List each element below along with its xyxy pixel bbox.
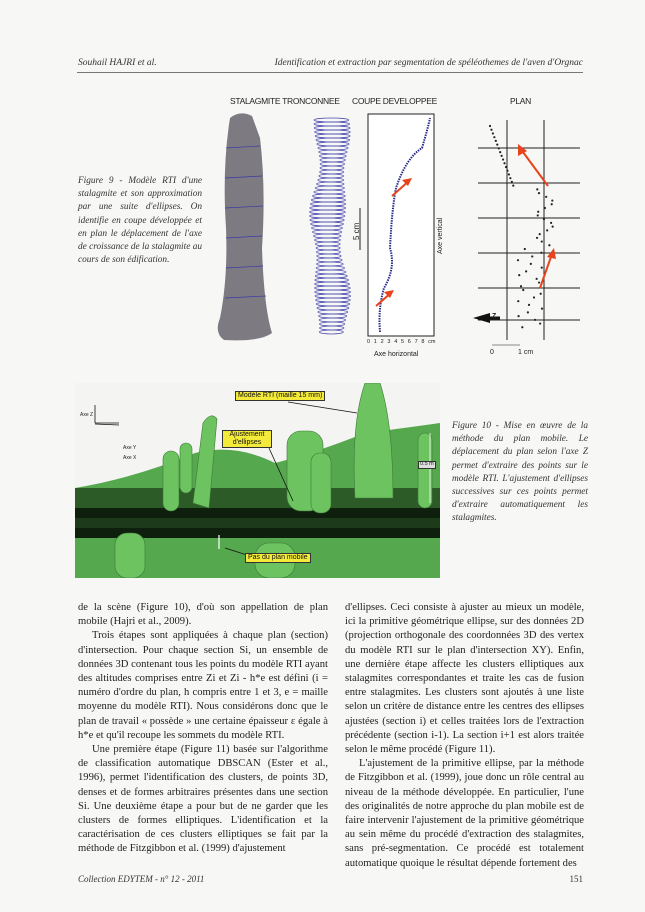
plan-point (541, 267, 543, 269)
plan-point (544, 207, 546, 209)
plan-point (552, 226, 554, 228)
paragraph: de la scène (Figure 10), d'où son appellation de plan mobile (Hajri et al., 2009). (78, 602, 328, 628)
axis-y-label: Axe Y (123, 445, 137, 451)
plan-point (508, 173, 510, 175)
plan-point (536, 188, 538, 190)
ellipse-slice (317, 254, 341, 258)
ellipse-slice (315, 294, 351, 298)
plan-point (498, 147, 500, 149)
tick: 5 (400, 339, 405, 345)
plan-point (537, 211, 539, 213)
plan-point (511, 181, 513, 183)
plan-point (539, 322, 541, 324)
ellipse-slice (310, 218, 344, 222)
plan-point (490, 129, 492, 131)
ellipse-stack (309, 118, 350, 334)
ellipse-slice (311, 222, 344, 226)
ellipse-slice (316, 302, 350, 306)
ellipse-slice (316, 250, 340, 254)
plan-point (505, 166, 507, 168)
ellipse-slice (320, 326, 344, 330)
plan-point (539, 233, 541, 235)
ellipse-slice (315, 286, 351, 290)
body-column-right (345, 601, 584, 871)
plan-point (548, 244, 550, 246)
plan-scale-1cm: 1 cm (518, 349, 534, 356)
plan-point (540, 293, 542, 295)
header-rule (77, 72, 583, 73)
plan-point (533, 296, 535, 298)
ellipse-slice (316, 266, 344, 270)
ellipse-slice (311, 226, 342, 230)
ellipse-slice (310, 214, 345, 218)
plan-point (518, 274, 520, 276)
ellipse-slice (316, 298, 351, 302)
ellipse-slice (315, 282, 350, 286)
plan-point (536, 278, 538, 280)
ellipse-slice (315, 242, 340, 246)
ellipse-slice (310, 202, 345, 206)
plan-point (527, 311, 529, 313)
ellipse-slice (310, 206, 346, 210)
stalagmite-model (218, 113, 272, 340)
plan-point (538, 192, 540, 194)
ellipse-slice (317, 306, 349, 310)
ellipse-slice (314, 126, 350, 130)
axis-z-label: Axe Z (80, 412, 94, 418)
paragraph: d'ellipses. Ceci consiste à ajuster au mieux un modèle, ici la primitive géométrique ellipse, sur des données 2D (projection orthogonale des coordonnées 3D des vertex du modèle RTI sur le plan d'intersection XY). Enfin, une dernière étape affecte les clusters elliptiques aux stalagmites correspondantes et traite les cas de fusion entre stalagmites. Les clusters sont ajoutés à une liste selon un critère de distance entre les centres des ellipses ajustées (section i) et celles traitées lors de l'extraction précédente (section i-1). La section i+1 est alors traitée selon le même procédé (Figure 11). (345, 602, 584, 756)
tick: 1 (373, 339, 377, 345)
paragraph: L'ajustement de la primitive ellipse, par la méthode de Fitzgibbon et al. (1999), joue donc un rôle central au niveau de la méthode développée. En particulier, l'une des originalités de notre approche du plan mobile est de faire intervenir l'ajustement de la primitive géométrique au sein même du procédé d'extraction des stalagmites, sans pré-segmentation. Ce procédé est totalement automatique quoique le résultat dépende fortement des (345, 758, 584, 869)
ellipse-slice (315, 290, 351, 294)
plan-point (517, 259, 519, 261)
plan-point (545, 196, 547, 198)
plan-point (495, 140, 497, 142)
ellipse-slice (314, 238, 340, 242)
ellipse-slice (312, 230, 341, 234)
ellipse-slice (317, 258, 342, 262)
ellipse-slice (319, 314, 347, 318)
plan-point (551, 203, 553, 205)
plan-point (543, 218, 545, 220)
plan-point (551, 199, 553, 201)
plan-point (531, 255, 533, 257)
ellipse-slice (315, 134, 350, 138)
plan-point (540, 252, 542, 254)
ellipse-slice (316, 246, 340, 250)
scale-5cm-label: 5 cm (352, 222, 361, 240)
ellipse-slice (320, 162, 344, 166)
ellipse-slice (319, 150, 348, 154)
figure-9-graphics (200, 108, 590, 342)
running-header-authors: Souhail HAJRI et al. (78, 58, 157, 68)
plan-point (501, 155, 503, 157)
coupe-frame (368, 114, 434, 336)
plan-point (512, 185, 514, 187)
tick: 4 (394, 339, 398, 345)
red-arrow (540, 254, 552, 288)
plan-point (493, 136, 495, 138)
plan-point (492, 132, 494, 134)
tick: 8 cm (421, 339, 436, 345)
footer-collection: Collection EDYTEM - n° 12 - 2011 (78, 874, 205, 884)
x-axis-ticks (367, 340, 436, 346)
plan-scale-bar (490, 344, 522, 347)
plan-point (536, 237, 538, 239)
ellipse-slice (320, 170, 344, 174)
figure-10-caption: Figure 10 - Mise en œuvre de la méthode du plan mobile. Le déplacement du plan selon l'axe Z permet d'extraire des points sur le modèle RTI. L'ajustement d'ellipses successives sur ces points permet d'extraire automatiquement les stalagmites. (452, 421, 588, 524)
ellipse-slice (315, 130, 351, 134)
plan-point (525, 270, 527, 272)
ellipse-slice (314, 122, 350, 126)
plan-point (521, 326, 523, 328)
figure-9-caption: Figure 9 - Modèle RTI d'une stalagmite et son approximation par une suite d'ellipses. On identifie en coupe développée et en plan le déplacement de l'axe de croissance de la stalagmite au cours de son édification. (78, 176, 202, 266)
ellipse-slice (319, 330, 343, 334)
ellipse-slice (312, 194, 345, 198)
running-header-title: Identification et extraction par segmentation de spéléothemes de l'aven d'Orgnac (274, 58, 583, 68)
label-plane-step: Pas du plan mobile (245, 553, 311, 563)
ellipse-slice (316, 138, 350, 142)
axe-horizontal-label: Axe horizontal (374, 351, 419, 358)
ellipse-slice (313, 234, 341, 238)
panel-title-plan: PLAN (510, 96, 532, 106)
ellipse-slice (319, 174, 344, 178)
panel-title-stalagmite: STALAGMITE TRONCONNEE (230, 96, 340, 106)
ellipse-slice (317, 182, 344, 186)
tick: 0 (367, 339, 371, 345)
plan-point (509, 177, 511, 179)
plan-point (489, 125, 491, 127)
plan-point (524, 248, 526, 250)
ellipse-slice (311, 198, 345, 202)
page-number: 151 (569, 874, 583, 884)
plan-point (503, 162, 505, 164)
ellipse-slice (318, 146, 348, 150)
scale-label: 0.5 m (420, 461, 434, 467)
plan-point (541, 308, 543, 310)
panel-title-coupe: COUPE DEVELOPPEE (352, 96, 437, 106)
tick: 3 (387, 339, 391, 345)
plan-point (550, 222, 552, 224)
axis-x-label: Axe X (123, 455, 137, 461)
tick: 6 (407, 339, 411, 345)
ellipse-slice (318, 310, 348, 314)
plan-point (499, 151, 501, 153)
plan-point (530, 263, 532, 265)
plan-point (517, 315, 519, 317)
ellipse-slice (319, 154, 346, 158)
body-column-left (78, 601, 328, 857)
ellipse-slice (309, 210, 345, 214)
plan-point (534, 319, 536, 321)
plan-point (528, 304, 530, 306)
plan-point (538, 281, 540, 283)
plan-point (546, 229, 548, 231)
tick: 7 (414, 339, 418, 345)
plan-point (522, 289, 524, 291)
plan-point (541, 240, 543, 242)
plan-z-label: Z (492, 313, 497, 320)
paragraph: Trois étapes sont appliquées à chaque plan (section) d'intersection. Pour chaque section Si, un ensemble de données 3D contenant tous les points du modèle RTI ayant des altitudes comprises entre Zi et Zi - h*e est défini (i = numéro d'ordre du plan, h compris entre 1 et 3, e = maille moyenne du modèle RTI). Nous considérons donc que le plan de travail « possède » une certaine épaisseur ε égale à h*e et qu'il recoupe les sommets du modèle RTI. (78, 630, 328, 741)
paragraph: Une première étape (Figure 11) basée sur l'algorithme de classification automatique DBSCAN (Ester et al., 1996), permet l'identification des clusters, de points 3D, denses et de formes arbitraires présentes dans une section Si. Une deuxième étape a pour but de ne garder que les clusters de formes elliptiques. L'identification et la caractérisation de ces clusters elliptiques se fait par la méthode de Fitzgibbon et al. (1999) d'ajustement (78, 744, 328, 855)
ellipse-slice (315, 274, 347, 278)
plan-grid (478, 120, 580, 340)
plan-point (496, 144, 498, 146)
z-arrow-icon (473, 313, 490, 323)
ellipse-slice (319, 322, 344, 326)
label-ellipse-fitting: Ajustement d'ellipses (222, 430, 272, 448)
ellipse-slice (316, 262, 343, 266)
tick: 2 (380, 339, 384, 345)
ellipse-slice (319, 318, 346, 322)
ellipse-slice (315, 186, 344, 190)
ellipse-slice (314, 190, 345, 194)
ellipse-slice (318, 178, 344, 182)
plan-point (506, 170, 508, 172)
ellipse-slice (314, 118, 349, 122)
figure-10-rti-scene (75, 383, 440, 578)
plan-point (502, 158, 504, 160)
ellipse-slice (316, 270, 346, 274)
label-rti-model: Modèle RTI (maille 15 mm) (235, 391, 325, 401)
axe-vertical-label: Axe vertical (437, 217, 444, 254)
ellipse-slice (320, 158, 345, 162)
ellipse-slice (315, 278, 349, 282)
plan-point (517, 300, 519, 302)
ellipse-slice (320, 166, 344, 170)
ellipse-slice (317, 142, 349, 146)
plan-point (520, 285, 522, 287)
plan-scale-0: 0 (490, 349, 494, 356)
plan-point (537, 214, 539, 216)
